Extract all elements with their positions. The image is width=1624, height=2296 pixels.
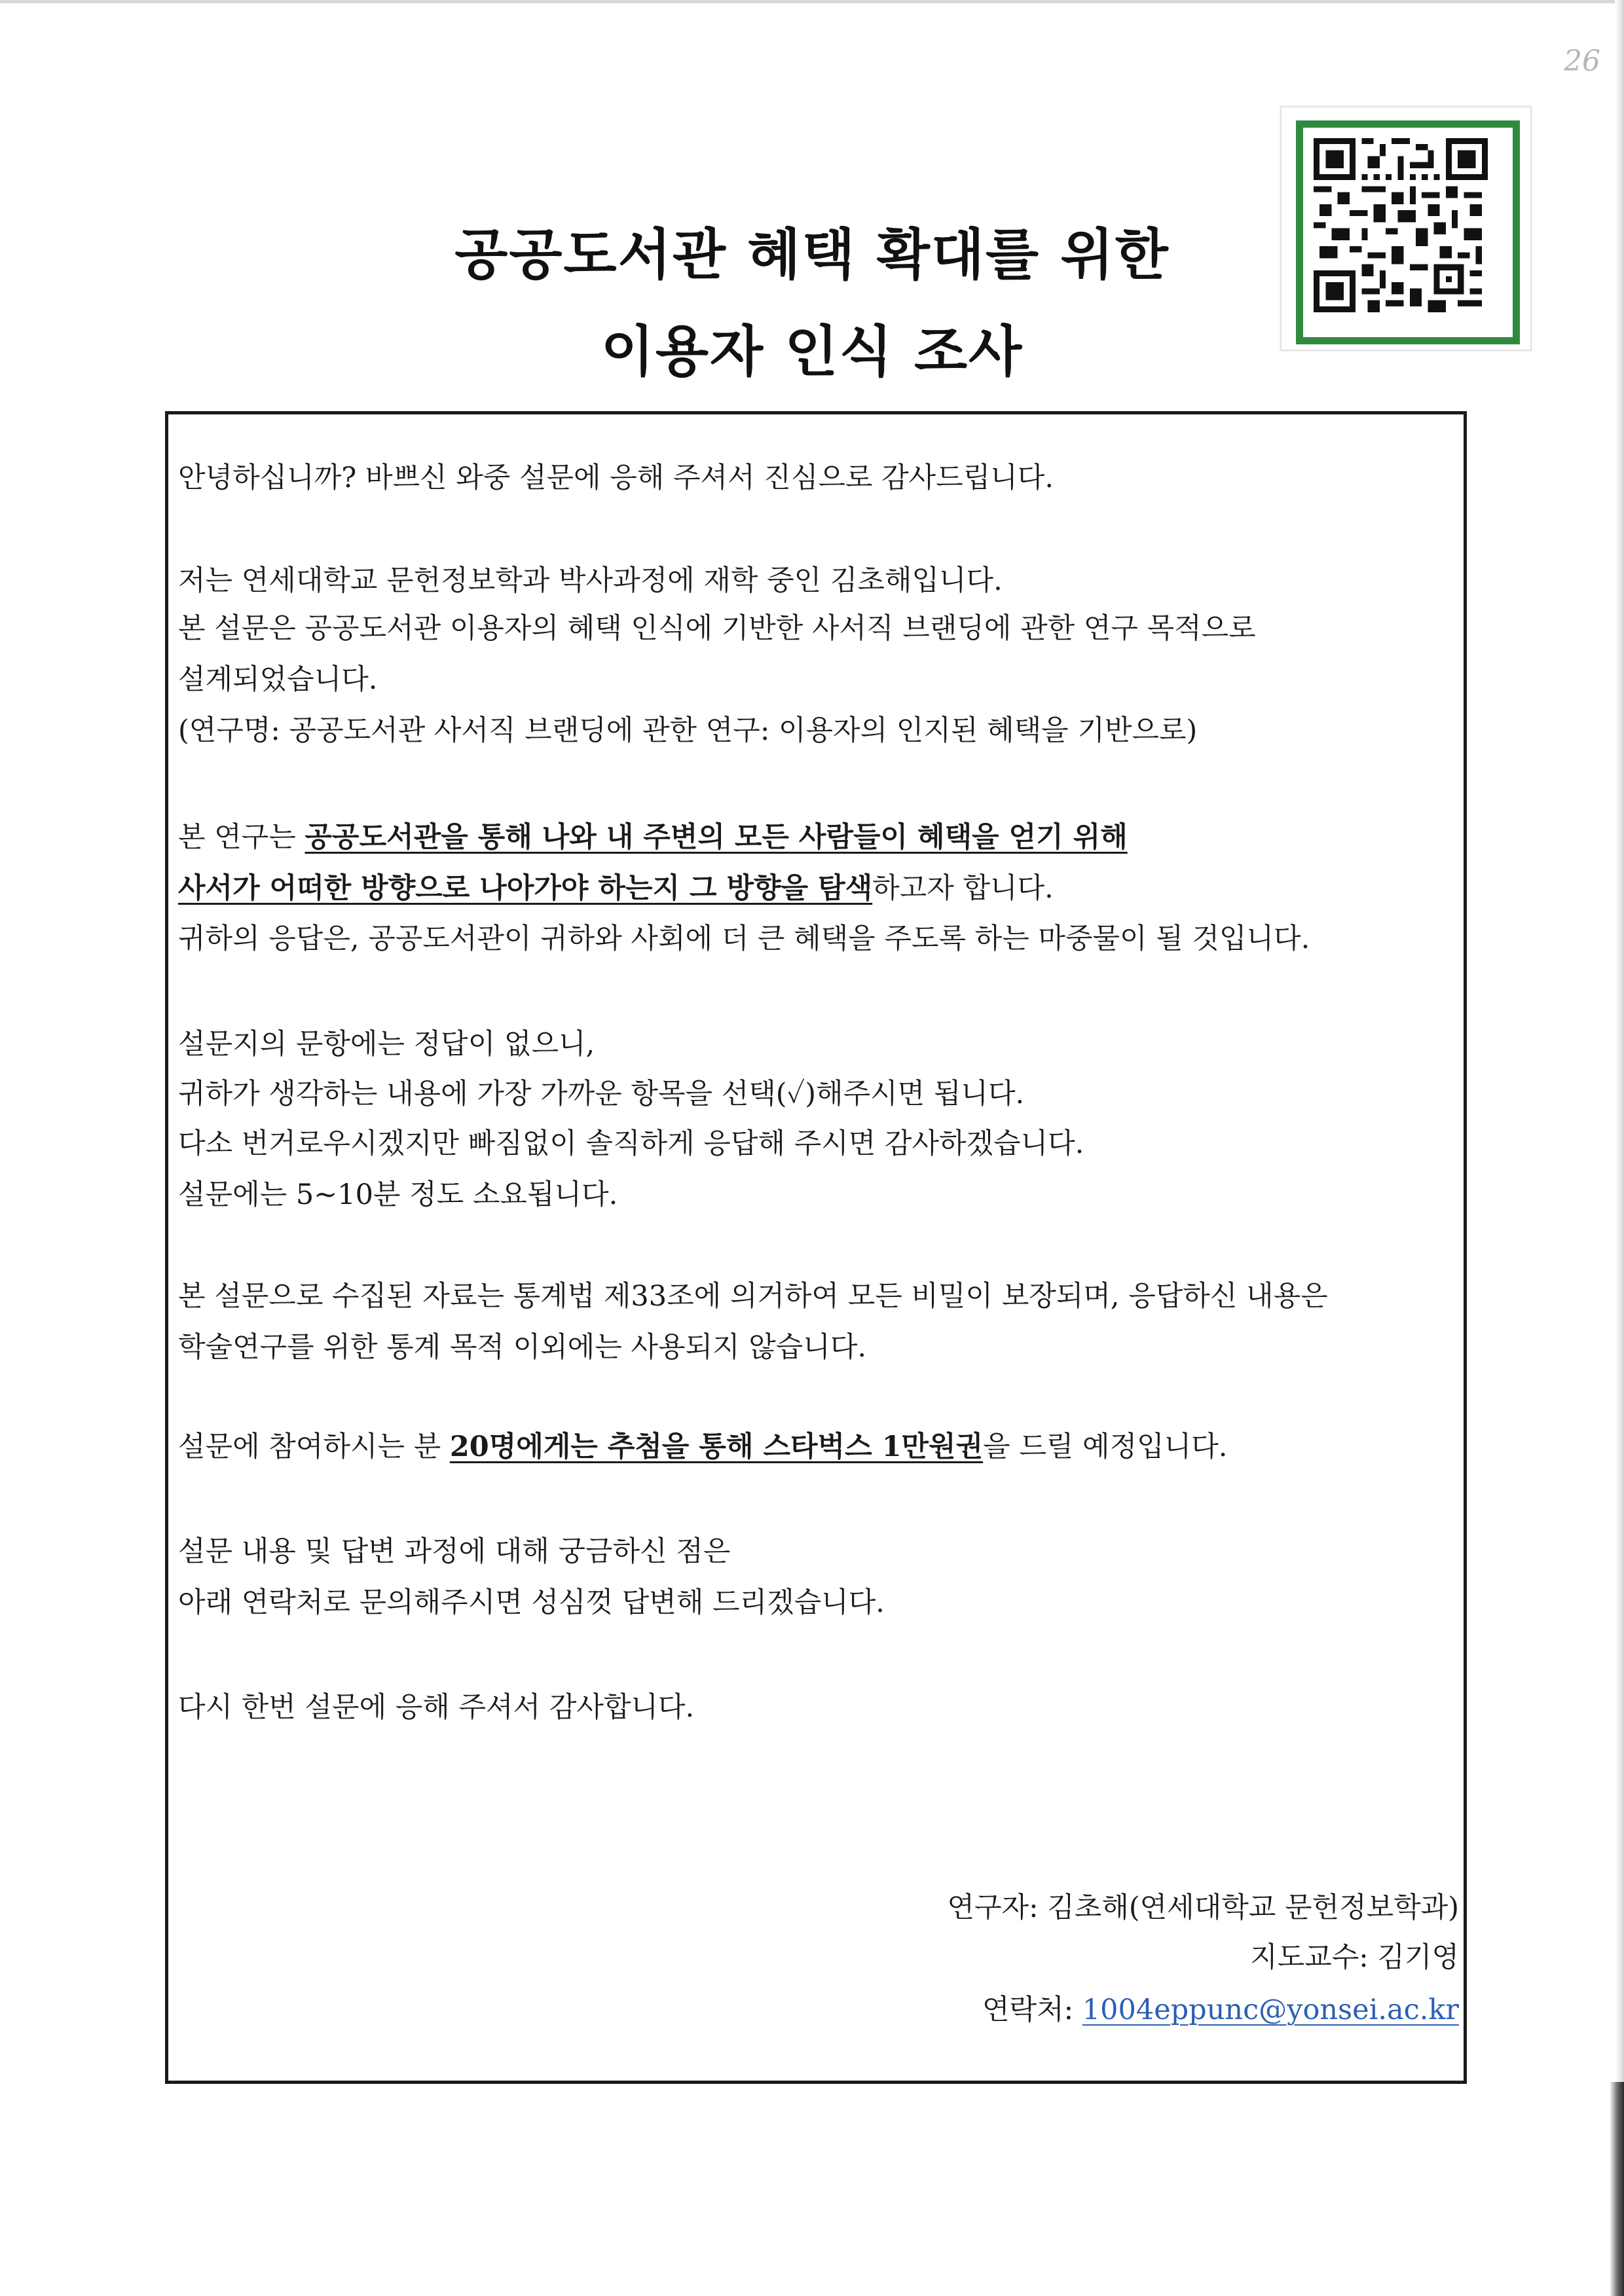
survey-title-line-2: 이용자 인식 조사	[600, 319, 1024, 384]
contact-email-link[interactable]: 1004eppunc@yonsei.ac.kr	[1082, 1994, 1459, 2026]
purpose-line-3: 귀하의 응답은, 공공도서관이 귀하와 사회에 더 큰 혜택을 주도록 하는 마중물이 될 것입니다.	[178, 922, 1310, 955]
greeting-text: 안녕하십니까? 바쁘신 와중 설문에 응해 주셔서 진심으로 감사드립니다.	[178, 462, 1054, 494]
study-name-line: (연구명: 공공도서관 사서직 브랜딩에 관한 연구: 이용자의 인지된 혜택을 기반으로)	[178, 714, 1198, 747]
intro-line-3: 설계되었습니다.	[178, 663, 378, 696]
closing-line: 다시 한번 설문에 응해 주셔서 감사합니다.	[178, 1691, 695, 1724]
reward-lead: 설문에 참여하시는 분	[178, 1430, 450, 1463]
qr-code-sticker[interactable]	[1280, 106, 1532, 351]
purpose-line-2	[178, 869, 1054, 908]
reward-emphasis: 20명에게는 추첨을 통해 스타벅스 1만원권	[449, 1430, 984, 1463]
advisor-line: 지도교수: 김기영	[1250, 1941, 1459, 1974]
survey-title-line-1: 공공도서관 혜택 확대를 위한	[454, 223, 1170, 287]
privacy-line-1: 본 설문으로 수집된 자료는 통계법 제33조에 의거하여 모든 비밀이 보장되며, 응답하신 내용은	[178, 1280, 1328, 1313]
guide-line-4: 설문에는 5~10분 정도 소요됩니다.	[178, 1178, 618, 1211]
intro-line-2: 본 설문은 공공도서관 이용자의 혜택 인식에 기반한 사서직 브랜딩에 관한 연구 목적으로	[178, 612, 1256, 645]
purpose-emphasis-2: 사서가 어떠한 방향으로 나아가야 하는지 그 방향을 탐색	[178, 872, 873, 905]
intro-line-1: 저는 연세대학교 문헌정보학과 박사과정에 재학 중인 김초해입니다.	[178, 564, 1003, 597]
purpose-line-1-lead: 본 연구는	[178, 821, 305, 854]
contact-email-line	[982, 1990, 1459, 2030]
qr-code-icon	[1314, 138, 1488, 312]
reward-line	[178, 1427, 1227, 1467]
purpose-emphasis-1: 공공도서관을 통해 나와 내 주변의 모든 사람들이 혜택을 얻기 위해	[304, 821, 1128, 854]
researcher-line: 연구자: 김초해(연세대학교 문헌정보학과)	[947, 1891, 1459, 1924]
guide-line-2: 귀하가 생각하는 내용에 가장 가까운 항목을 선택(✓)해주시면 됩니다.	[178, 1078, 1025, 1110]
purpose-line-1	[178, 818, 1128, 857]
privacy-line-2: 학술연구를 위한 통계 목적 이외에는 사용되지 않습니다.	[178, 1331, 867, 1364]
scan-top-edge	[0, 0, 1624, 3]
purpose-line-2-tail: 하고자 합니다.	[872, 872, 1054, 905]
guide-line-3: 다소 번거로우시겠지만 빠짐없이 솔직하게 응답해 주시면 감사하겠습니다.	[178, 1127, 1084, 1160]
contact-label: 연락처:	[982, 1994, 1082, 2026]
contact-line-1: 설문 내용 및 답변 과정에 대해 궁금하신 점은	[178, 1535, 731, 1568]
guide-line-1: 설문지의 문항에는 정답이 없으니,	[178, 1028, 595, 1061]
reward-tail: 을 드릴 예정입니다.	[983, 1430, 1228, 1463]
qr-code-frame	[1296, 120, 1520, 344]
contact-line-2: 아래 연락처로 문의해주시면 성심껏 답변해 드리겠습니다.	[178, 1586, 885, 1619]
page-number-mark: 26	[1564, 45, 1600, 78]
scan-right-shadow	[1610, 2082, 1624, 2296]
